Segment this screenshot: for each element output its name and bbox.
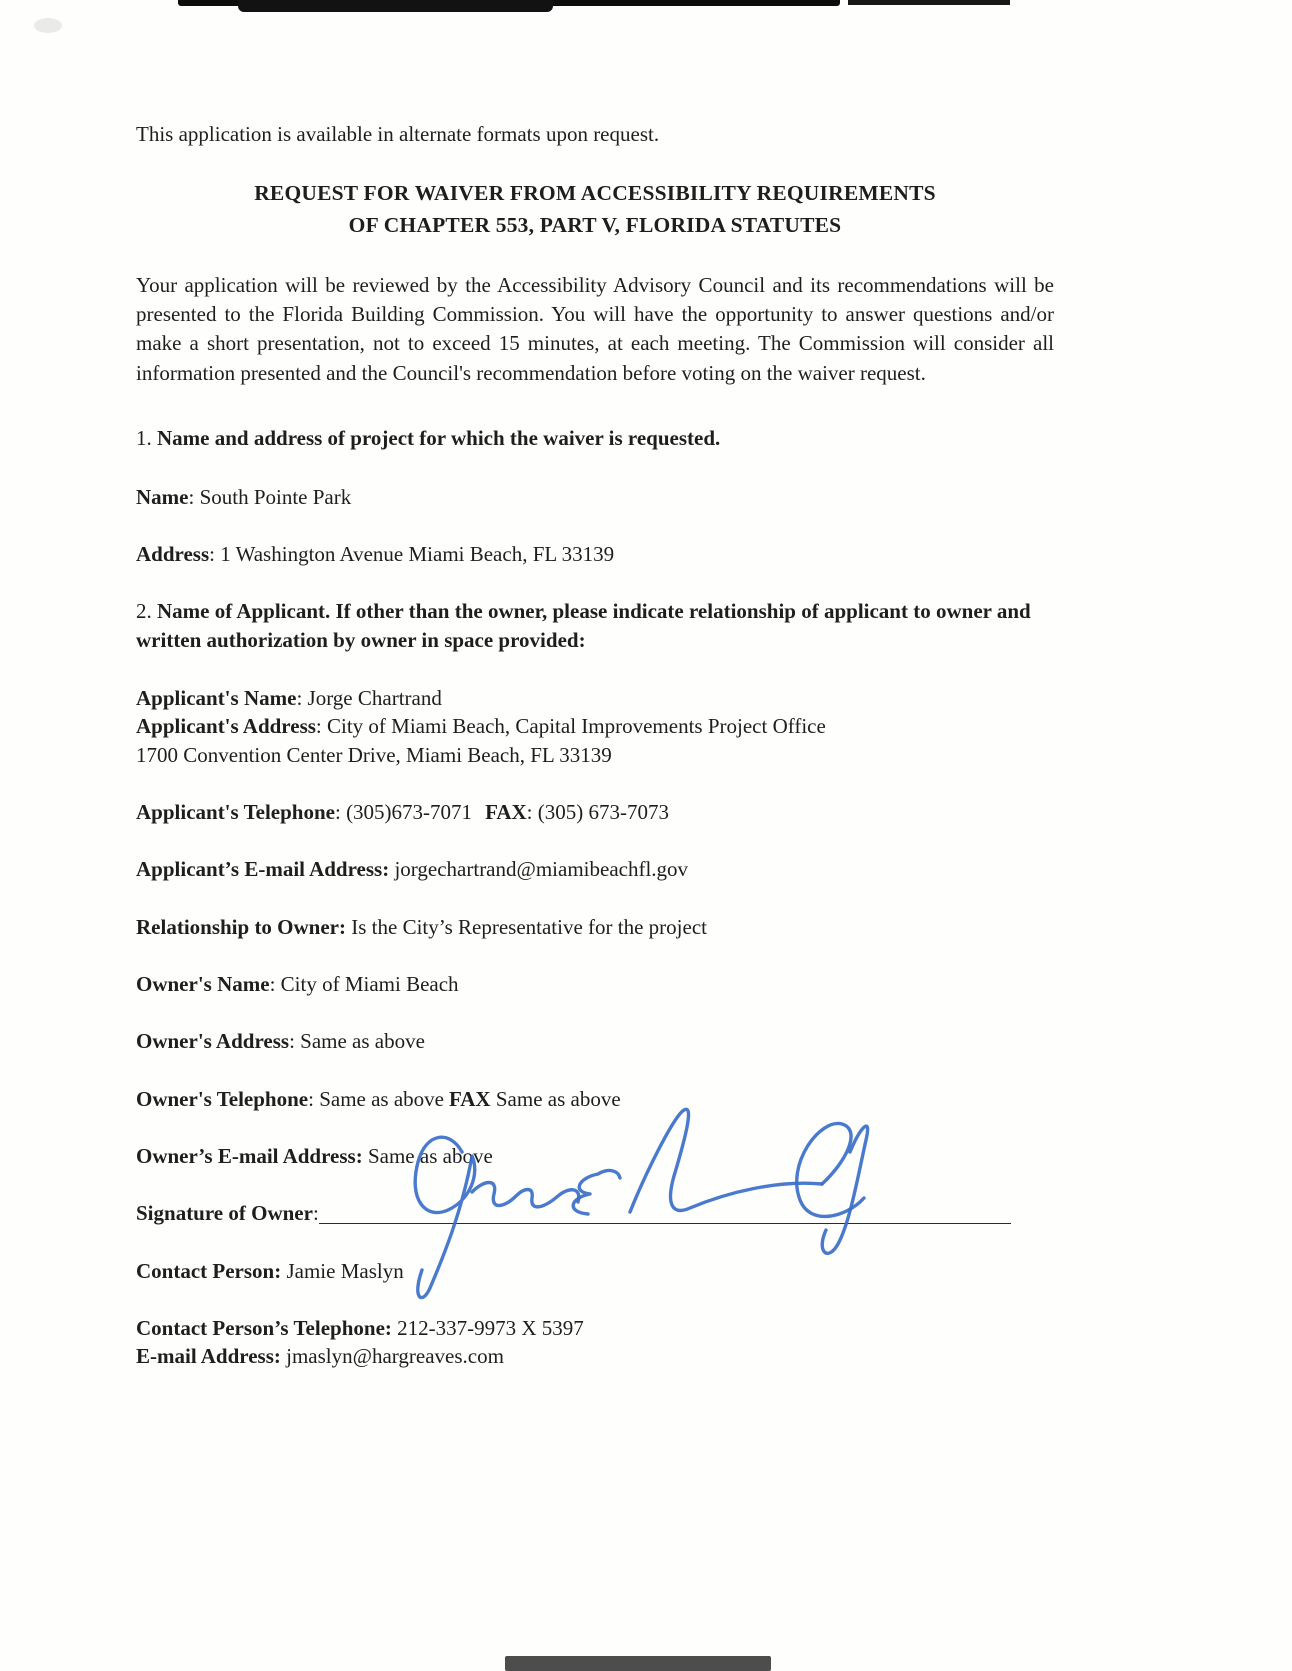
applicant-telephone-label: Applicant's Telephone xyxy=(136,800,335,824)
field-line xyxy=(136,741,1054,769)
owner-address-label: Owner's Address xyxy=(136,1029,290,1054)
field-line xyxy=(136,1342,1054,1370)
signature-line xyxy=(319,1205,1011,1225)
owner-telephone-value: : Same as above xyxy=(308,1086,444,1111)
field-line xyxy=(136,712,1054,740)
field-applicant-email xyxy=(136,855,1054,883)
field-applicant-name-address xyxy=(136,684,1054,769)
title-line-2: OF CHAPTER 553, PART V, FLORIDA STATUTES xyxy=(348,212,842,237)
owner-name-value: : City of Miami Beach xyxy=(269,972,459,997)
field-owner-telephone xyxy=(136,1085,1054,1113)
field-relationship xyxy=(136,913,1054,941)
owner-telephone-label: Owner's Telephone xyxy=(136,1086,309,1111)
contact-telephone-label: Contact Person’s Telephone: xyxy=(136,1316,392,1341)
section-1-title: Name and address of project for which the waiver is requested. xyxy=(157,426,721,451)
contact-email-label: E-mail Address: xyxy=(136,1344,281,1369)
project-name-label: Name xyxy=(136,484,189,509)
contact-email-value: jmaslyn@hargreaves.com xyxy=(280,1344,504,1369)
field-applicant-telephone xyxy=(136,798,1054,826)
applicant-email-label: Applicant’s E-mail Address: xyxy=(136,857,390,882)
section-2-heading xyxy=(136,597,1054,654)
field-line xyxy=(136,684,1054,712)
applicant-name-value: : Jorge Chartrand xyxy=(296,685,442,710)
field-contact-telephone-email xyxy=(136,1314,1054,1371)
section-1-heading xyxy=(136,424,1054,452)
applicant-fax-label: FAX xyxy=(485,800,527,824)
scan-artifact-top xyxy=(848,0,1010,5)
scan-artifact-bottom xyxy=(505,1656,771,1671)
contact-person-label: Contact Person: xyxy=(136,1258,282,1283)
signature-colon: : xyxy=(312,1201,319,1226)
contact-person-value: Jamie Maslyn xyxy=(281,1258,404,1283)
project-name-value: : South Pointe Park xyxy=(188,484,352,509)
field-contact-person xyxy=(136,1257,1054,1285)
applicant-address-label: Applicant's Address xyxy=(136,714,316,739)
field-project-name xyxy=(136,483,1054,511)
applicant-telephone-value: : (305)673-7071 xyxy=(334,800,473,824)
field-project-address xyxy=(136,540,1054,568)
section-2-title: Name of Applicant. If other than the owner, please indicate relationship of applicant to owner and written authorization by owner in space provided: xyxy=(136,599,1031,652)
relationship-value: Is the City’s Representative for the project xyxy=(346,914,707,939)
intro-paragraph: Your application will be reviewed by the Accessibility Advisory Council and its recommendations will be presented to the Florida Building Commission. You will have the opportunity to answer questions and/or make a short presentation, not to exceed 15 minutes, at each meeting. The Commission will consider all information presented and the Council's recommendation before voting on the waiver request. xyxy=(136,272,1054,385)
relationship-label: Relationship to Owner: xyxy=(136,914,346,939)
alternate-formats-notice: This application is available in alternate formats upon request. xyxy=(136,122,660,146)
field-owner-name xyxy=(136,970,1054,998)
owner-email-value: Same as above xyxy=(362,1144,493,1169)
applicant-address-line2: 1700 Convention Center Drive, Miami Beach, FL 33139 xyxy=(136,742,612,767)
section-2-number: 2. xyxy=(136,599,157,624)
applicant-fax-value: : (305) 673-7073 xyxy=(526,800,669,824)
owner-address-value: : Same as above xyxy=(289,1029,425,1054)
document-content xyxy=(136,120,1054,1400)
section-1-number: 1. xyxy=(136,426,157,451)
applicant-address-value: : City of Miami Beach, Capital Improvements Project Office xyxy=(315,714,826,739)
field-owner-address xyxy=(136,1027,1054,1055)
owner-fax-value: Same as above xyxy=(490,1086,621,1111)
field-owner-email xyxy=(136,1142,1054,1170)
project-address-value: : 1 Washington Avenue Miami Beach, FL 33139 xyxy=(209,541,615,566)
document-title xyxy=(136,178,1054,240)
contact-telephone-value: 212-337-9973 X 5397 xyxy=(391,1316,584,1341)
applicant-name-label: Applicant's Name xyxy=(136,685,297,710)
owner-email-label: Owner’s E-mail Address: xyxy=(136,1144,363,1169)
applicant-email-value: jorgechartrand@miamibeachfl.gov xyxy=(389,857,689,882)
owner-fax-label: FAX xyxy=(449,1086,491,1111)
scan-smudge xyxy=(34,18,62,33)
owner-name-label: Owner's Name xyxy=(136,972,270,997)
title-line-1: REQUEST FOR WAIVER FROM ACCESSIBILITY REQUIREMENTS xyxy=(254,181,936,206)
project-address-label: Address xyxy=(136,541,210,566)
field-line xyxy=(136,1314,1054,1342)
scan-artifact-top xyxy=(238,0,553,12)
field-signature xyxy=(136,1199,1054,1227)
signature-label: Signature of Owner xyxy=(136,1201,313,1226)
